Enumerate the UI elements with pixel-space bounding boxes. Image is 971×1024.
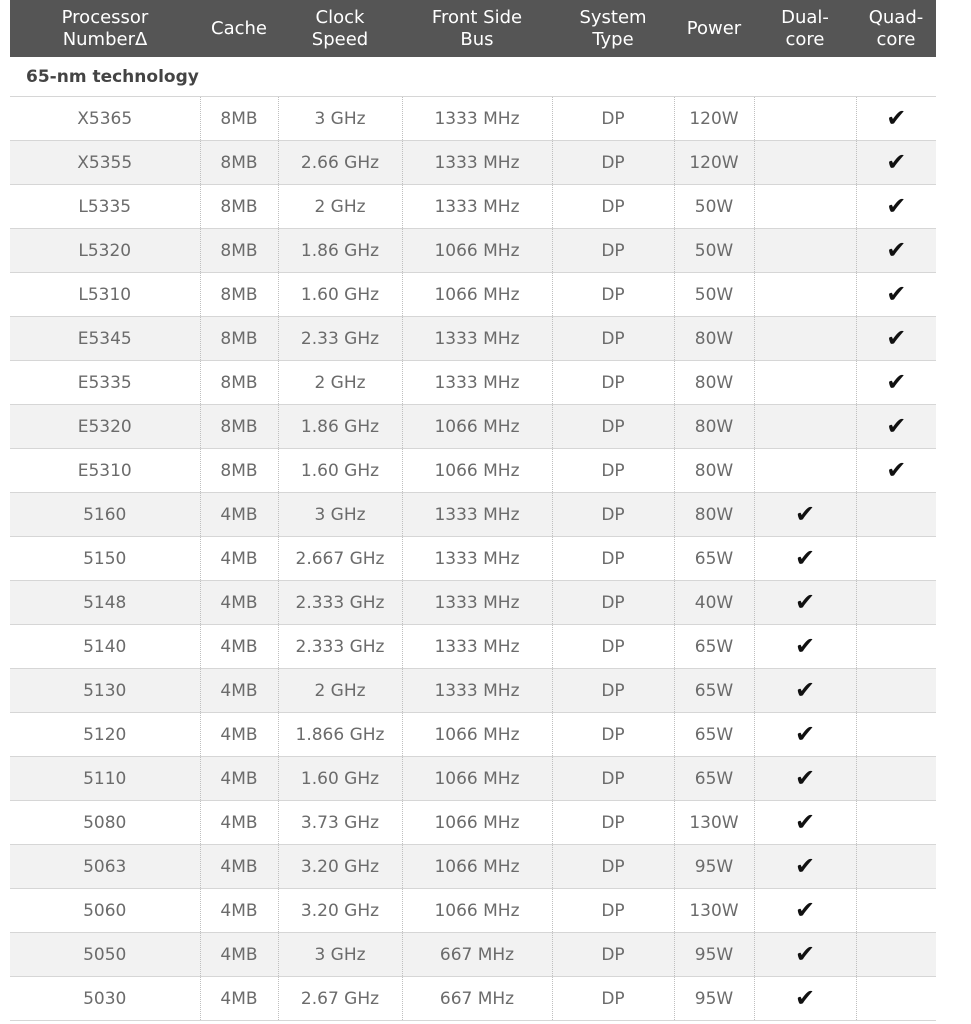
cell-processor-number: 5120 [10,713,200,757]
table-header [10,0,936,57]
cell-quad-core [856,713,936,757]
cell-dual-core [754,669,856,713]
cell-cache: 4MB [200,845,278,889]
cell-processor-number: E5335 [10,361,200,405]
cell-clock-speed: 2.667 GHz [278,537,402,581]
cell-system-type: DP [552,405,674,449]
cell-power: 50W [674,185,754,229]
cell-processor-number: 5063 [10,845,200,889]
checkmark-icon: ✔ [794,720,816,748]
cell-dual-core [754,361,856,405]
header-processor-number: Processor NumberΔ [10,0,200,57]
cell-cache: 8MB [200,185,278,229]
table-row [10,713,936,757]
cell-processor-number: 5140 [10,625,200,669]
cell-processor-number: 5030 [10,977,200,1021]
cell-clock-speed: 2.33 GHz [278,317,402,361]
checkmark-icon: ✔ [886,368,907,396]
cell-power: 65W [674,757,754,801]
cell-cache: 4MB [200,757,278,801]
header-power: Power [674,0,754,57]
checkmark-icon: ✔ [794,940,816,968]
cell-quad-core [856,317,936,361]
cell-cache: 4MB [200,933,278,977]
cell-system-type: DP [552,933,674,977]
cell-front-side-bus: 1066 MHz [402,405,552,449]
cell-dual-core [754,537,856,581]
section-row [10,57,936,97]
cell-processor-number: L5320 [10,229,200,273]
cell-clock-speed: 3.73 GHz [278,801,402,845]
table-row [10,361,936,405]
cell-cache: 8MB [200,273,278,317]
cell-dual-core [754,757,856,801]
cell-dual-core [754,141,856,185]
cell-quad-core [856,229,936,273]
cell-processor-number: L5335 [10,185,200,229]
table-row [10,757,936,801]
cell-clock-speed: 2.333 GHz [278,581,402,625]
cell-quad-core [856,933,936,977]
table-row [10,141,936,185]
checkmark-icon: ✔ [886,148,907,176]
cell-dual-core [754,405,856,449]
cell-power: 65W [674,713,754,757]
cell-quad-core [856,361,936,405]
cell-clock-speed: 2 GHz [278,669,402,713]
cell-dual-core [754,229,856,273]
table-row [10,801,936,845]
cell-processor-number: 5130 [10,669,200,713]
cell-power: 80W [674,405,754,449]
cell-processor-number: 5110 [10,757,200,801]
cell-quad-core [856,625,936,669]
cell-cache: 4MB [200,493,278,537]
cell-clock-speed: 2 GHz [278,185,402,229]
cell-clock-speed: 1.86 GHz [278,405,402,449]
cell-system-type: DP [552,493,674,537]
table-row [10,933,936,977]
table-row [10,669,936,713]
cell-power: 130W [674,801,754,845]
cell-system-type: DP [552,625,674,669]
cell-system-type: DP [552,141,674,185]
cell-cache: 8MB [200,317,278,361]
cell-front-side-bus: 1333 MHz [402,493,552,537]
cell-front-side-bus: 1333 MHz [402,317,552,361]
cell-front-side-bus: 1333 MHz [402,537,552,581]
cell-front-side-bus: 1333 MHz [402,185,552,229]
cell-front-side-bus: 1333 MHz [402,141,552,185]
checkmark-icon: ✔ [886,192,907,220]
cell-power: 130W [674,889,754,933]
cell-system-type: DP [552,889,674,933]
cell-clock-speed: 2 GHz [278,361,402,405]
cell-dual-core [754,493,856,537]
checkmark-icon: ✔ [794,764,816,792]
cell-system-type: DP [552,757,674,801]
cell-processor-number: 5148 [10,581,200,625]
cell-front-side-bus: 1066 MHz [402,713,552,757]
cell-system-type: DP [552,361,674,405]
checkmark-icon: ✔ [886,236,907,264]
table-row [10,581,936,625]
cell-clock-speed: 1.866 GHz [278,713,402,757]
table-row [10,537,936,581]
cell-dual-core [754,97,856,141]
cell-system-type: DP [552,317,674,361]
header-dual-core: Dual- core [754,0,856,57]
cell-dual-core [754,801,856,845]
cell-dual-core [754,889,856,933]
header-system-type: System Type [552,0,674,57]
cell-system-type: DP [552,185,674,229]
cell-system-type: DP [552,977,674,1021]
checkmark-icon: ✔ [794,544,816,572]
cell-cache: 4MB [200,669,278,713]
cell-processor-number: L5310 [10,273,200,317]
cell-quad-core [856,845,936,889]
cell-quad-core [856,537,936,581]
cell-quad-core [856,97,936,141]
cell-front-side-bus: 1066 MHz [402,801,552,845]
checkmark-icon: ✔ [794,808,816,836]
cell-cache: 4MB [200,977,278,1021]
table-body [10,57,936,1021]
cell-cache: 8MB [200,97,278,141]
cell-quad-core [856,757,936,801]
cell-quad-core [856,889,936,933]
cell-system-type: DP [552,537,674,581]
section-label: 65-nm technology [10,57,936,97]
cell-cache: 4MB [200,537,278,581]
cell-power: 50W [674,273,754,317]
cell-processor-number: E5320 [10,405,200,449]
cell-system-type: DP [552,713,674,757]
table-row [10,405,936,449]
checkmark-icon: ✔ [794,500,816,528]
table-row [10,185,936,229]
cell-power: 95W [674,933,754,977]
checkmark-icon: ✔ [794,984,816,1012]
cell-quad-core [856,977,936,1021]
checkmark-icon: ✔ [886,456,907,484]
cell-clock-speed: 2.333 GHz [278,625,402,669]
table-row [10,97,936,141]
table-row [10,317,936,361]
cell-cache: 4MB [200,581,278,625]
cell-dual-core [754,317,856,361]
cell-power: 40W [674,581,754,625]
cell-processor-number: 5160 [10,493,200,537]
cell-processor-number: 5150 [10,537,200,581]
header-cache: Cache [200,0,278,57]
cell-front-side-bus: 667 MHz [402,977,552,1021]
cell-power: 80W [674,317,754,361]
cell-front-side-bus: 1333 MHz [402,625,552,669]
cell-dual-core [754,581,856,625]
table-row [10,845,936,889]
cell-power: 65W [674,669,754,713]
cell-power: 50W [674,229,754,273]
cell-front-side-bus: 1066 MHz [402,845,552,889]
cell-cache: 4MB [200,801,278,845]
cell-system-type: DP [552,845,674,889]
cell-clock-speed: 1.60 GHz [278,449,402,493]
cell-clock-speed: 2.67 GHz [278,977,402,1021]
table-row [10,625,936,669]
cell-processor-number: 5060 [10,889,200,933]
cell-dual-core [754,933,856,977]
checkmark-icon: ✔ [886,280,907,308]
cell-quad-core [856,801,936,845]
cell-power: 95W [674,845,754,889]
cell-power: 65W [674,537,754,581]
cell-clock-speed: 1.86 GHz [278,229,402,273]
cell-system-type: DP [552,97,674,141]
cell-dual-core [754,449,856,493]
cell-dual-core [754,273,856,317]
checkmark-icon: ✔ [794,676,816,704]
table-row [10,273,936,317]
cell-dual-core [754,713,856,757]
cell-processor-number: 5080 [10,801,200,845]
table-row [10,977,936,1021]
cell-processor-number: X5355 [10,141,200,185]
table-row [10,449,936,493]
cell-power: 80W [674,361,754,405]
table-row [10,229,936,273]
table-row [10,493,936,537]
cell-quad-core [856,449,936,493]
cell-power: 120W [674,97,754,141]
cell-cache: 8MB [200,449,278,493]
cell-cache: 4MB [200,625,278,669]
cell-power: 95W [674,977,754,1021]
cell-system-type: DP [552,229,674,273]
cell-clock-speed: 3.20 GHz [278,889,402,933]
cell-quad-core [856,141,936,185]
cell-front-side-bus: 1333 MHz [402,581,552,625]
cell-clock-speed: 1.60 GHz [278,757,402,801]
cell-front-side-bus: 1066 MHz [402,757,552,801]
cell-dual-core [754,185,856,229]
checkmark-icon: ✔ [886,412,907,440]
cell-processor-number: E5345 [10,317,200,361]
cell-front-side-bus: 1066 MHz [402,229,552,273]
cell-cache: 8MB [200,405,278,449]
cell-clock-speed: 3.20 GHz [278,845,402,889]
checkmark-icon: ✔ [794,632,816,660]
cell-power: 65W [674,625,754,669]
processor-spec-table [10,0,936,1021]
cell-system-type: DP [552,581,674,625]
cell-quad-core [856,185,936,229]
cell-power: 80W [674,493,754,537]
cell-clock-speed: 1.60 GHz [278,273,402,317]
checkmark-icon: ✔ [794,896,816,924]
cell-quad-core [856,581,936,625]
cell-processor-number: X5365 [10,97,200,141]
cell-dual-core [754,977,856,1021]
cell-power: 80W [674,449,754,493]
cell-quad-core [856,669,936,713]
cell-quad-core [856,405,936,449]
checkmark-icon: ✔ [886,324,907,352]
cell-cache: 8MB [200,229,278,273]
cell-quad-core [856,273,936,317]
cell-front-side-bus: 1066 MHz [402,449,552,493]
cell-cache: 4MB [200,889,278,933]
cell-processor-number: 5050 [10,933,200,977]
cell-front-side-bus: 667 MHz [402,933,552,977]
cell-system-type: DP [552,273,674,317]
processor-spec-table-container [10,0,936,1021]
cell-cache: 8MB [200,361,278,405]
cell-dual-core [754,625,856,669]
cell-front-side-bus: 1333 MHz [402,361,552,405]
cell-dual-core [754,845,856,889]
cell-power: 120W [674,141,754,185]
cell-clock-speed: 3 GHz [278,97,402,141]
cell-system-type: DP [552,801,674,845]
checkmark-icon: ✔ [794,852,816,880]
header-front-side-bus: Front Side Bus [402,0,552,57]
table-row [10,889,936,933]
cell-cache: 8MB [200,141,278,185]
header-quad-core: Quad- core [856,0,936,57]
cell-clock-speed: 3 GHz [278,493,402,537]
header-clock-speed: Clock Speed [278,0,402,57]
cell-front-side-bus: 1333 MHz [402,669,552,713]
cell-processor-number: E5310 [10,449,200,493]
cell-clock-speed: 2.66 GHz [278,141,402,185]
cell-system-type: DP [552,669,674,713]
cell-cache: 4MB [200,713,278,757]
checkmark-icon: ✔ [794,588,816,616]
cell-quad-core [856,493,936,537]
cell-front-side-bus: 1333 MHz [402,97,552,141]
cell-front-side-bus: 1066 MHz [402,273,552,317]
cell-front-side-bus: 1066 MHz [402,889,552,933]
cell-clock-speed: 3 GHz [278,933,402,977]
checkmark-icon: ✔ [886,104,907,132]
cell-system-type: DP [552,449,674,493]
